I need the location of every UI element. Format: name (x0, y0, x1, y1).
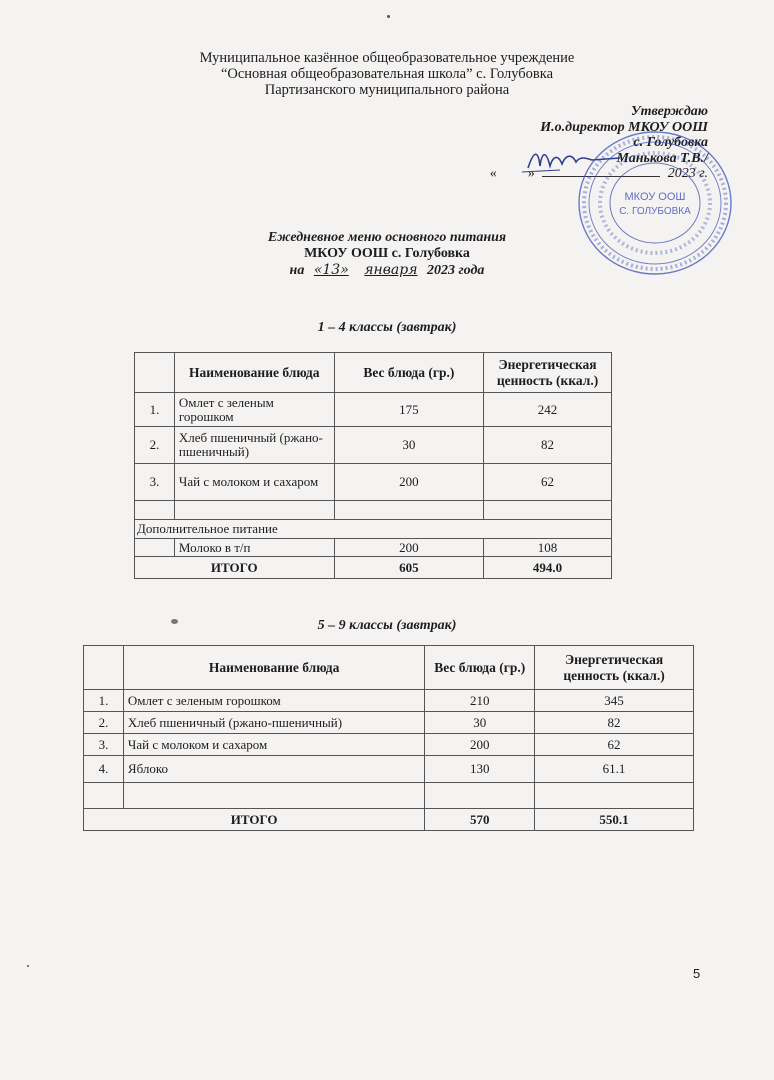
menu-table-grades-1-4 (134, 352, 612, 579)
table-row (135, 539, 612, 557)
section-2-title: 5 – 9 классы (завтрак) (317, 618, 457, 633)
approval-date-close: » (527, 166, 535, 181)
total-label: ИТОГО (135, 557, 335, 579)
table2-header-name: Наименование блюда (123, 646, 424, 690)
dish-energy: 242 (484, 393, 612, 427)
scan-speck (27, 965, 29, 967)
row-num: 3. (84, 734, 124, 756)
header-line-1: Муниципальное казённое общеобразовательное учреждение (199, 50, 575, 66)
approval-line-2: И.о.директор МКОУ ООШ (540, 119, 708, 135)
institution-header (0, 50, 774, 98)
menu-title-line-2: МКОУ ООШ с. Голубовка (304, 246, 470, 261)
dish-weight: 200 (334, 464, 483, 501)
table1-header-name: Наименование блюда (174, 353, 334, 393)
table-row (135, 427, 612, 464)
dish-name: Яблоко (123, 756, 424, 783)
dish-weight: 200 (425, 734, 535, 756)
table-row-empty (84, 783, 694, 809)
dish-weight: 30 (334, 427, 483, 464)
stamp-text-2: С. ГОЛУБОВКА (619, 206, 691, 217)
section-1-title: 1 – 4 классы (завтрак) (317, 320, 457, 335)
table1-header-weight: Вес блюда (гр.) (334, 353, 483, 393)
table-row (84, 712, 694, 734)
table-row (84, 690, 694, 712)
dish-energy: 62 (484, 464, 612, 501)
dish-weight: 130 (425, 756, 535, 783)
menu-title-line-1: Ежедневное меню основного питания (267, 230, 507, 245)
dish-energy: 62 (535, 734, 694, 756)
table1-header-energy: Энергетическая ценность (ккал.) (484, 353, 612, 393)
scan-speck (387, 15, 390, 18)
menu-title-block (0, 230, 774, 279)
dish-name: Омлет с зеленым горошком (174, 393, 334, 427)
table-row-empty (135, 501, 612, 520)
extra-feeding-label: Дополнительное питание (135, 520, 612, 539)
menu-date-day: «13» (313, 262, 349, 278)
table-row-extra-label (135, 520, 612, 539)
dish-energy: 82 (535, 712, 694, 734)
header-line-3: Партизанского муниципального района (264, 82, 510, 98)
table-row (135, 393, 612, 427)
table2-header-energy: Энергетическая ценность (ккал.) (535, 646, 694, 690)
table2-header-weight: Вес блюда (гр.) (425, 646, 535, 690)
dish-name: Чай с молоком и сахаром (174, 464, 334, 501)
total-energy: 494.0 (484, 557, 612, 579)
dish-weight: 210 (425, 690, 535, 712)
table1-header-num (135, 353, 175, 393)
approval-line-1: Утверждаю (630, 104, 708, 119)
menu-table-grades-5-9 (83, 645, 694, 831)
menu-date-prefix: на (289, 263, 305, 278)
dish-name: Молоко в т/п (174, 539, 334, 557)
dish-energy: 345 (535, 690, 694, 712)
table-row (84, 756, 694, 783)
approval-line-4: Манькова Т.В./ (616, 150, 708, 166)
total-weight: 570 (425, 809, 535, 831)
dish-energy: 61.1 (535, 756, 694, 783)
dish-weight: 175 (334, 393, 483, 427)
page-number: 5 (693, 966, 701, 981)
dish-name: Омлет с зеленым горошком (123, 690, 424, 712)
stamp-text-1: МКОУ ООШ (624, 191, 686, 203)
dish-name: Чай с молоком и сахаром (123, 734, 424, 756)
approval-year: 2023 г. (667, 166, 708, 181)
dish-weight: 200 (334, 539, 483, 557)
row-num: 3. (135, 464, 175, 501)
table-row-total (135, 557, 612, 579)
table2-header-num (84, 646, 124, 690)
menu-date-year: 2023 года (427, 263, 485, 278)
dish-weight: 30 (425, 712, 535, 734)
menu-date-month: января (364, 262, 418, 278)
table-row (135, 464, 612, 501)
dish-energy: 82 (484, 427, 612, 464)
table-row-total (84, 809, 694, 831)
row-num: 1. (84, 690, 124, 712)
table-row (84, 734, 694, 756)
row-num: 2. (84, 712, 124, 734)
total-label: ИТОГО (84, 809, 425, 831)
dish-energy: 108 (484, 539, 612, 557)
row-num: 4. (84, 756, 124, 783)
dish-name: Хлеб пшеничный (ржано-пшеничный) (123, 712, 424, 734)
row-num: 2. (135, 427, 175, 464)
row-num: 1. (135, 393, 175, 427)
scan-speck (171, 619, 178, 624)
approval-line-3: с. Голубовка (633, 135, 708, 150)
total-energy: 550.1 (535, 809, 694, 831)
menu-date (0, 262, 774, 279)
dish-name: Хлеб пшеничный (ржано-пшеничный) (174, 427, 334, 464)
approval-date-open: « (489, 166, 497, 181)
total-weight: 605 (334, 557, 483, 579)
header-line-2: “Основная общеобразовательная школа” с. Голубовка (220, 66, 554, 82)
